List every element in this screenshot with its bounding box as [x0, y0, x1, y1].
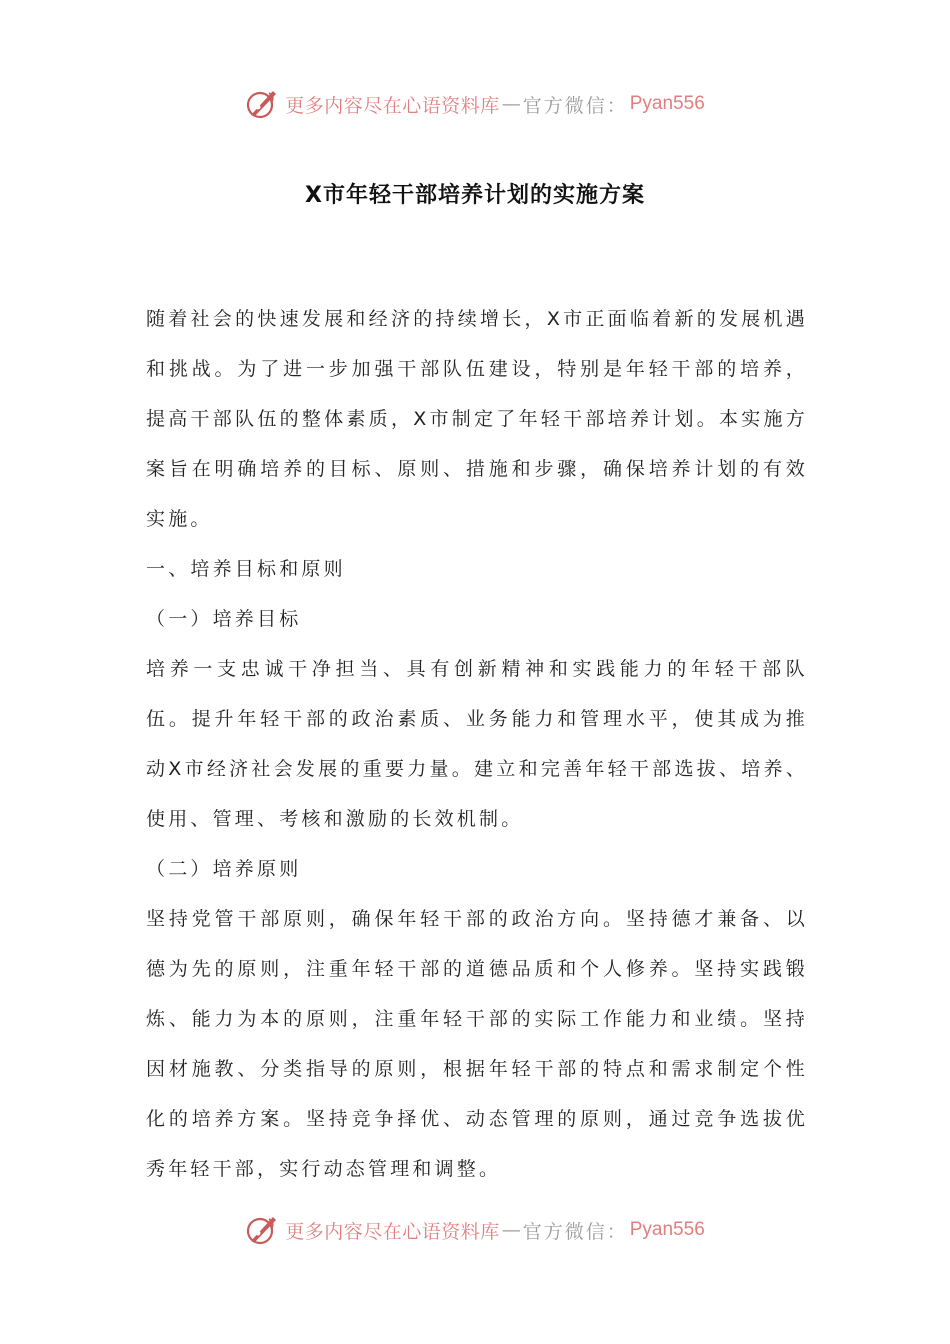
subsection-heading-goals: （一）培养目标	[146, 608, 302, 630]
goals-paragraph: 培养一支忠诚干净担当、具有创新精神和实践能力的年轻干部队伍。提升年轻干部的政治素质、业务能力和管理水平，使其成为推动X市经济社会发展的重要力量。建立和完善年轻干部选拔、培养、使用、管理、考核和激励的长效机制。	[146, 658, 808, 830]
intro-paragraph: 随着社会的快速发展和经济的持续增长，X市正面临着新的发展机遇和挑战。为了进一步加强干部队伍建设，特别是年轻干部的培养，提高干部队伍的整体素质，X市制定了年轻干部培养计划。本实施方案旨在明确培养的目标、原则、措施和步骤，确保培养计划的有效实施。	[146, 308, 808, 530]
wechat-label: 官方微信：	[522, 94, 628, 117]
banner-dash: —	[501, 1219, 521, 1241]
wechat-label: 官方微信：	[522, 1220, 628, 1243]
banner-dash: —	[501, 93, 521, 115]
document-title: X市年轻干部培养计划的实施方案	[305, 183, 645, 208]
site-name: 更多内容尽在心语资料库	[285, 94, 500, 117]
wechat-id: Pyan556	[629, 1219, 705, 1240]
quill-logo-icon	[245, 1213, 279, 1247]
site-name: 更多内容尽在心语资料库	[285, 1220, 500, 1243]
document-body	[146, 294, 808, 1194]
section-heading-1: 一、培养目标和原则	[146, 558, 346, 580]
quill-logo-icon	[245, 87, 279, 121]
principles-paragraph: 坚持党管干部原则，确保年轻干部的政治方向。坚持德才兼备、以德为先的原则，注重年轻干部的道德品质和个人修养。坚持实践锻炼、能力为本的原则，注重年轻干部的实际工作能力和业绩。坚持因材施教、分类指导的原则，根据年轻干部的特点和需求制定个性化的培养方案。坚持竞争择优、动态管理的原则，通过竞争选拔优秀年轻干部，实行动态管理和调整。	[146, 908, 808, 1180]
header-banner	[0, 84, 950, 124]
footer-banner	[0, 1210, 950, 1250]
wechat-id: Pyan556	[629, 93, 705, 114]
subsection-heading-principles: （二）培养原则	[146, 858, 302, 880]
